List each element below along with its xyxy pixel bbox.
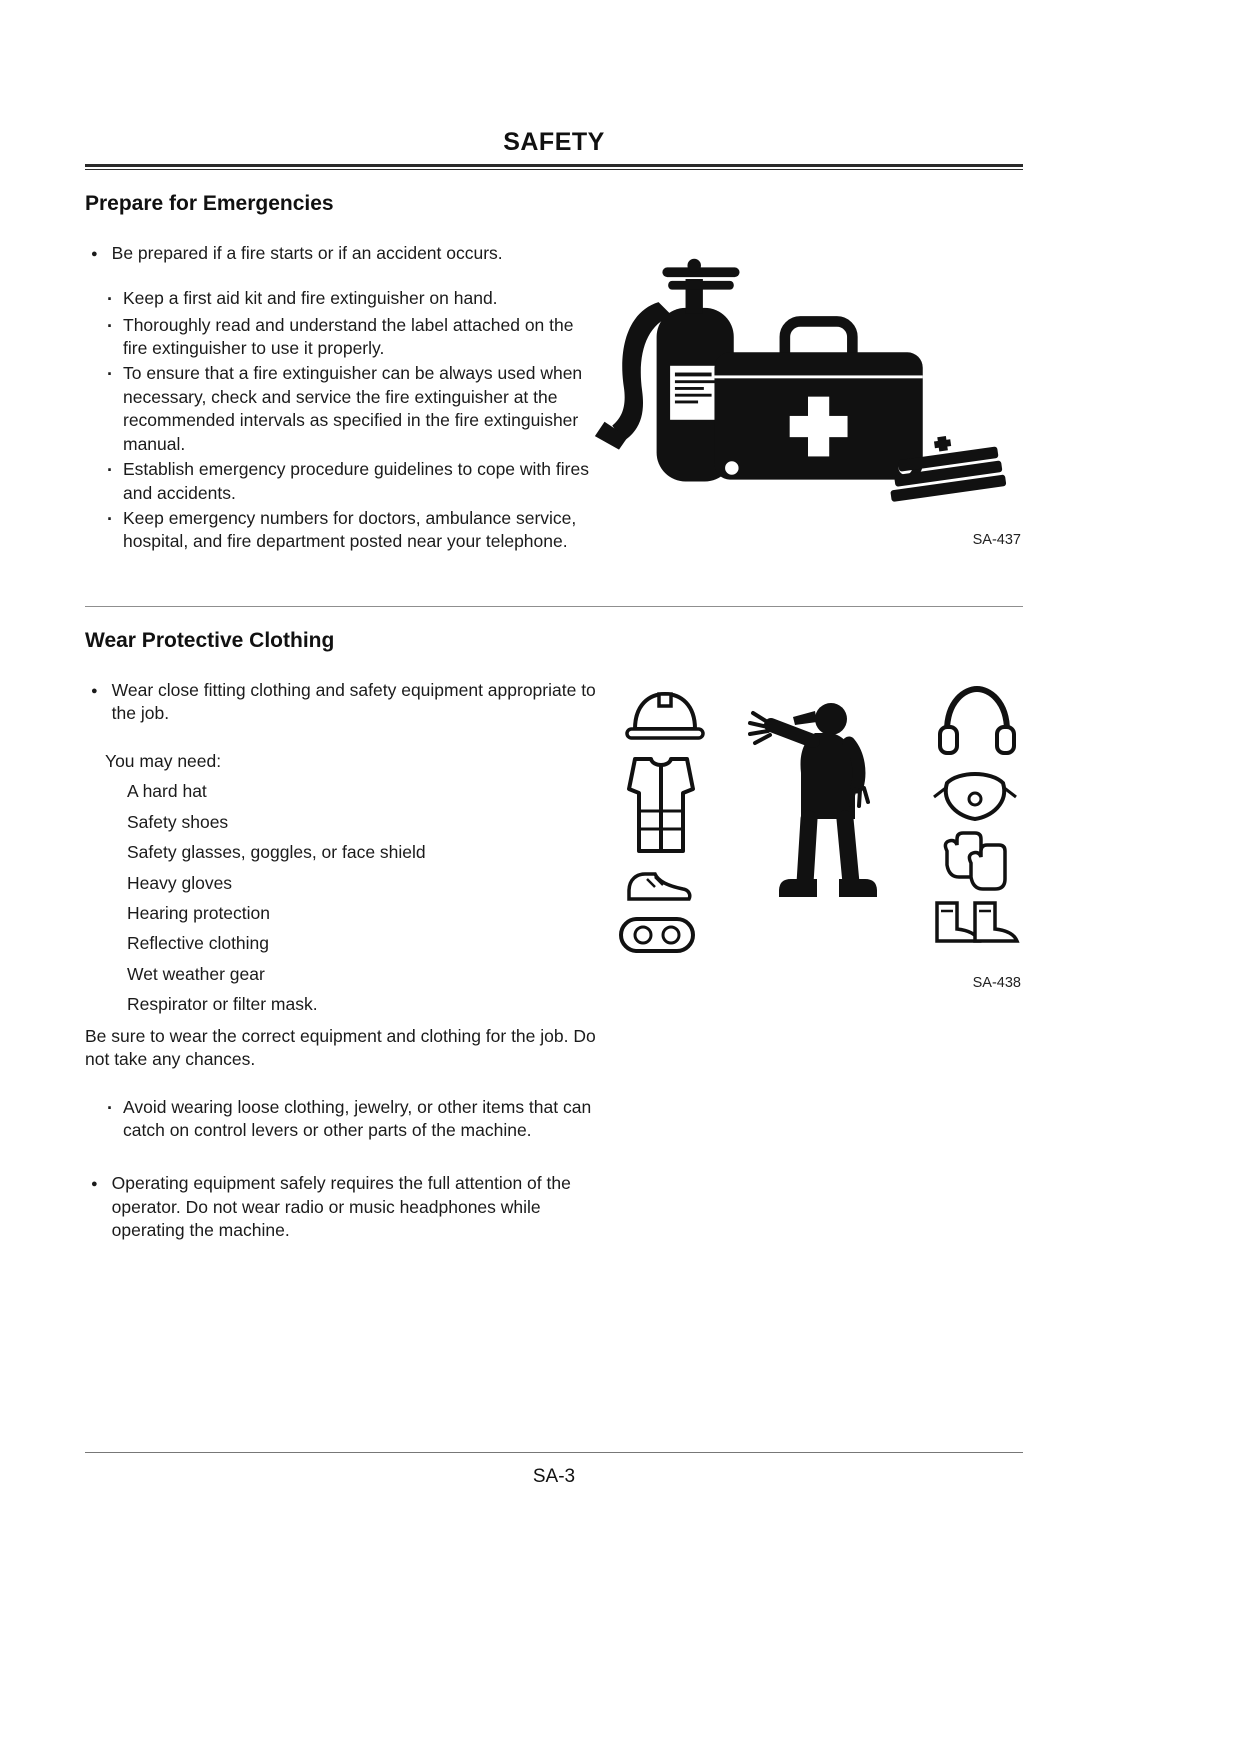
section-divider — [85, 606, 1023, 607]
page-title: SAFETY — [503, 128, 605, 156]
gloves-icon — [945, 833, 1005, 889]
section-1-text-column — [85, 216, 593, 554]
sub-bullet-item — [107, 362, 593, 456]
sub-bullet-item — [107, 458, 593, 505]
sub-bullet-text: · Establish emergency procedure guidelines to cope with fires and accidents. — [123, 459, 589, 503]
safety-vest-icon — [629, 759, 693, 851]
section-2-text-column — [85, 653, 600, 1243]
sub-bullet-text: · Thoroughly read and understand the label attached on the fire extinguisher to use it properly. — [123, 314, 574, 358]
figure-caption: SA-438 — [972, 974, 1021, 991]
sub-bullet-list — [85, 287, 593, 553]
section-title-prepare-for-emergencies: Prepare for Emergencies — [85, 192, 334, 215]
bullet-text: ● Operating equipment safely requires the full attention of the operator. Do not wear radio or music headphones while operating the machine. — [111, 1173, 571, 1241]
sub-bullet-item — [107, 1096, 600, 1143]
worker-figure — [750, 703, 877, 897]
sub-bullet-item — [107, 287, 593, 311]
sub-bullet-text: · Keep a first aid kit and fire extinguisher on hand. — [123, 288, 498, 309]
page-footer — [85, 1452, 1023, 1488]
need-item: Safety shoes — [127, 811, 229, 832]
need-item: Reflective clothing — [127, 933, 270, 954]
respirator-icon — [934, 774, 1016, 819]
protective-clothing-illustration — [603, 675, 1023, 965]
need-item: Safety glasses, goggles, or face shield — [127, 842, 426, 863]
bullet-item — [85, 1172, 600, 1242]
note-paragraph: Be sure to wear the correct equipment and clothing for the job. Do not take any chances. — [85, 1025, 596, 1070]
section-title-wear-protective-clothing: Wear Protective Clothing — [85, 628, 335, 652]
figure-caption: SA-437 — [972, 532, 1021, 548]
page-content — [85, 0, 1023, 1243]
need-item: Hearing protection — [127, 902, 270, 923]
sub-bullet-text: · To ensure that a fire extinguisher can be always used when necessary, check and service the fire extinguisher at the recommended intervals as specified in the fire extinguisher manual. — [123, 363, 583, 454]
sub-bullet-item — [107, 507, 593, 554]
page-header — [85, 0, 1023, 170]
need-item: Heavy gloves — [127, 872, 233, 893]
footer-rule — [85, 1452, 1023, 1453]
ear-muffs-icon — [940, 689, 1014, 753]
need-intro: You may need: — [105, 750, 222, 771]
bullet-text: ● Be prepared if a fire starts or if an accident occurs. — [111, 243, 503, 263]
sub-bullet-list — [85, 1096, 600, 1143]
page-number: SA-3 — [532, 1466, 576, 1487]
need-item: Wet weather gear — [127, 963, 265, 984]
bullet-item — [85, 679, 600, 726]
sub-bullet-item — [107, 314, 593, 361]
goggles-icon — [621, 919, 693, 951]
first-aid-kit-icon — [714, 321, 922, 479]
sub-bullet-text: · Keep emergency numbers for doctors, ambulance service, hospital, and fire department posted near your telephone. — [123, 508, 577, 552]
need-item: Respirator or filter mask. — [127, 994, 318, 1015]
section-prepare-for-emergencies — [85, 216, 1023, 554]
bullet-text: ● Wear close fitting clothing and safety equipment appropriate to the job. — [111, 679, 596, 724]
need-item: A hard hat — [127, 781, 207, 802]
hard-hat-icon — [627, 694, 703, 738]
bullet-item — [85, 242, 593, 265]
section-wear-protective-clothing — [85, 653, 1023, 1243]
emergency-equipment-illustration — [593, 252, 1023, 522]
header-double-rule — [85, 164, 1023, 170]
sub-bullet-text: · Avoid wearing loose clothing, jewelry, or other items that can catch on control levers or other parts of the machine. — [123, 1096, 592, 1141]
section-2-figure-column — [600, 653, 1023, 991]
section-1-figure-column — [593, 216, 1023, 548]
safety-shoe-icon — [629, 874, 690, 899]
boots-icon — [937, 903, 1017, 941]
need-list — [85, 780, 600, 1017]
